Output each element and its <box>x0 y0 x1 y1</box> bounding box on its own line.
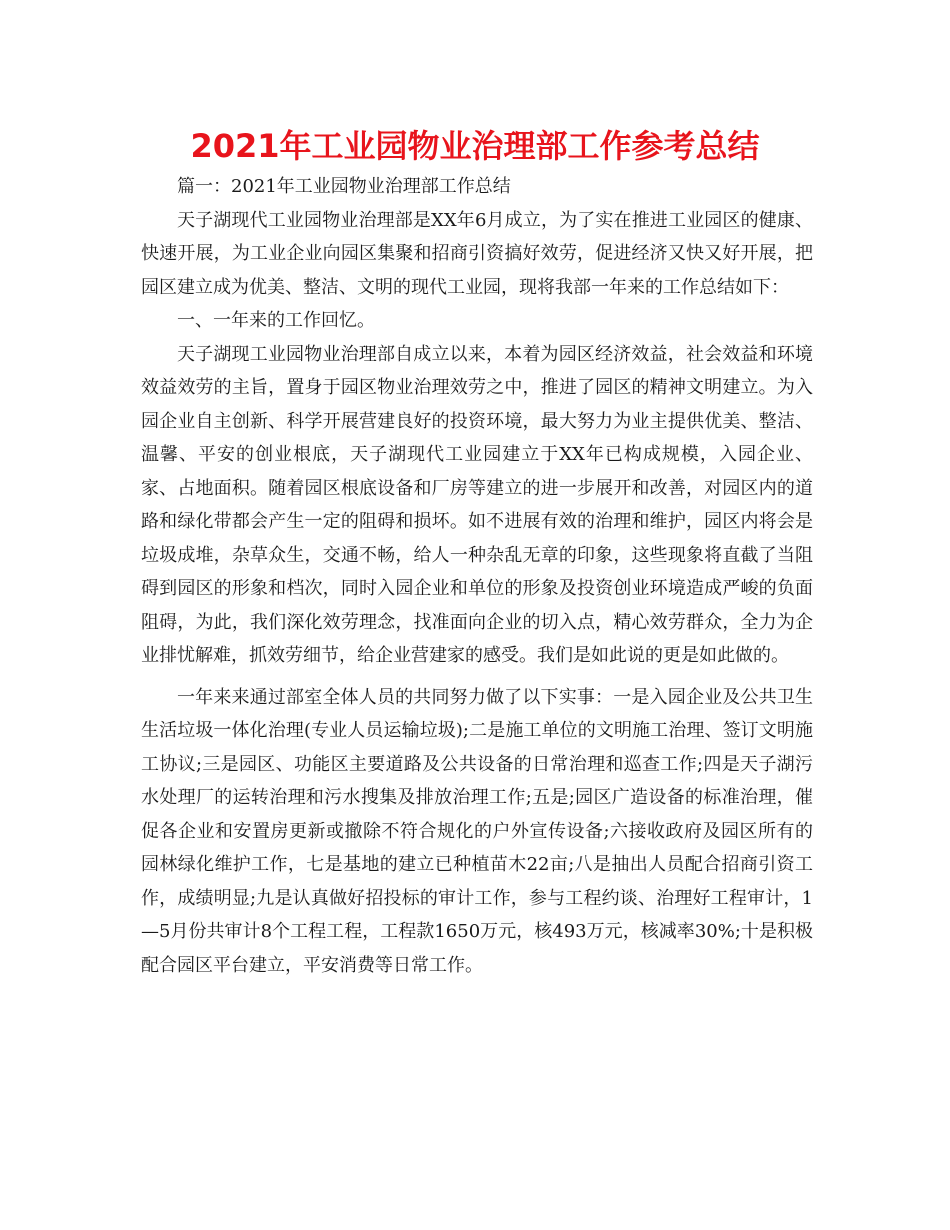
document-body <box>141 170 813 982</box>
paragraph-review-heading: 一、一年来的工作回忆。 <box>177 310 375 331</box>
paragraph-achievements: 一年来来通过部室全体人员的共同努力做了以下实事：一是入园企业及公共卫生生活垃圾一体化治理(专业人员运输垃圾);二是施工单位的文明施工治理、签订文明施工协议;三是园区、功能区主要道路及公共设备的日常治理和巡查工作;四是天子湖污水处理厂的运转治理和污水搜集及排放治理工作;五是;园区广造设备的标准治理，催促各企业和安置房更新或撤除不符合规化的户外宣传设备;六接收政府及园区所有的园林绿化维护工作，七是基地的建立已种植苗木22亩;八是抽出人员配合招商引资工作，成绩明显;九是认真做好招投标的审计工作，参与工程约谈、治理好工程审计，1—5月份共审计8个工程工程，工程款1650万元，核493万元，核减率30%;十是积极配合园区平台建立，平安消费等日常工作。 <box>141 686 813 976</box>
paragraph-section-heading: 篇一：2021年工业园物业治理部工作总结 <box>177 176 511 197</box>
document-title: 2021年工业园物业治理部工作参考总结 <box>190 127 760 165</box>
paragraph-review-body: 天子湖现工业园物业治理部自成立以来，本着为园区经济效益，社会效益和环境效益效劳的主旨，置身于园区物业治理效劳之中，推进了园区的精神文明建立。为入园企业自主创新、科学开展营建良好的投资环境，最大努力为业主提供优美、整洁、温馨、平安的创业根底，天子湖现代工业园建立于XX年已构成规模，入园企业、家、占地面积。随着园区根底设备和厂房等建立的进一步展开和改善，对园区内的道路和绿化带都会产生一定的阻碍和损坏。如不进展有效的治理和维护，园区内将会是垃圾成堆，杂草众生，交通不畅，给人一种杂乱无章的印象，这些现象将直截了当阻碍到园区的形象和档次，同时入园企业和单位的形象及投资创业环境造成严峻的负面阻碍，为此，我们深化效劳理念，找准面向企业的切入点，精心效劳群众，全力为企业排忧解难，抓效劳细节，给企业营建家的感受。我们是如此说的更是如此做的。 <box>141 343 813 666</box>
paragraph-intro: 天子湖现代工业园物业治理部是XX年6月成立，为了实在推进工业园区的健康、快速开展，为工业企业向园区集聚和招商引资搞好效劳，促进经济又快又好开展，把园区建立成为优美、整洁、文明的现代工业园，现将我部一年来的工作总结如下： <box>141 209 813 298</box>
